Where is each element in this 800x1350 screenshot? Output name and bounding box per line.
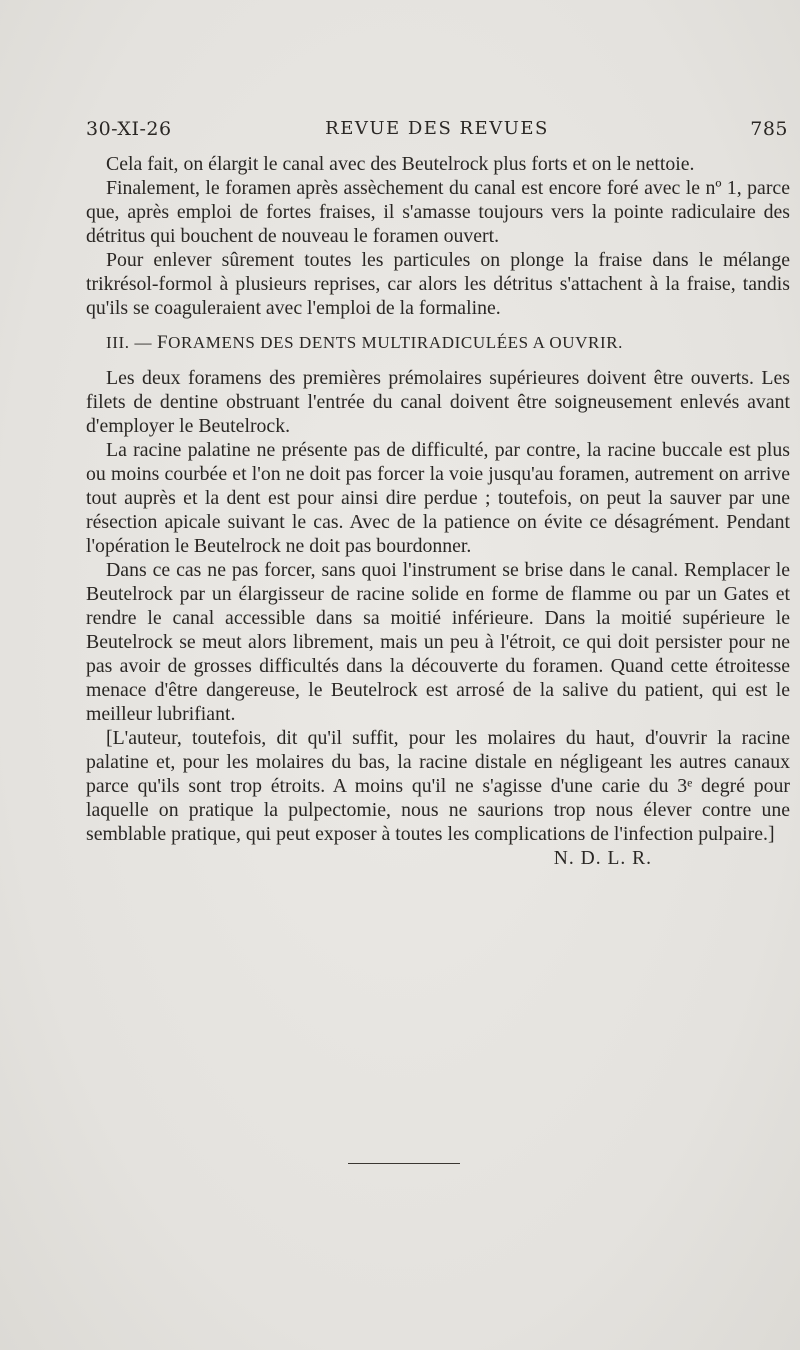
article-body xyxy=(86,152,790,871)
section-initial: F xyxy=(156,332,169,353)
paragraph: La racine palatine ne présente pas de difficulté, par contre, la racine buccale est plus ou moins courbée et l'on ne doit pas forcer la voie jusqu'au foramen, autrement on arrive tout auprès et la dent est pour ainsi dire perdue ; toutefois, on peut la sauver par une résection apicale suivant le cas. Avec de la patience on évite ce désagrément. Pendant l'opération le Beutelrock ne doit pas bourdonner. xyxy=(86,439,790,557)
editor-note: [L'auteur, toutefois, dit qu'il suffit, pour les molaires du haut, d'ouvrir la racine palatine et, pour les molaires du bas, la racine distale en négligeant les autres canaux parce qu'ils sont trop étroits. A moins qu'il ne s'agisse d'une carie du 3ᵉ degré pour laquelle on pratique la pulpectomie, nous ne saurions trop nous élever contre une semblable pratique, qui peut exposer à toutes les complications de l'infection pulpaire.] xyxy=(86,727,790,845)
paragraph: Pour enlever sûrement toutes les particules on plonge la fraise dans le mélange trikrésol-formol à plusieurs reprises, car alors les détritus s'attachent à la fraise, tandis qu'ils se coaguleraient avec l'emploi de la formaline. xyxy=(86,249,790,319)
end-rule xyxy=(348,1163,460,1164)
header-title: REVUE DES REVUES xyxy=(325,118,549,139)
paragraph: Cela fait, on élargit le canal avec des Beutelrock plus forts et on le nettoie. xyxy=(106,153,695,175)
section-title: ORAMENS DES DENTS MULTIRADICULÉES A OUVRIR. xyxy=(168,333,624,352)
section-number: III. — xyxy=(106,333,157,352)
paragraph: Finalement, le foramen après assèchement du canal est encore foré avec le nº 1, parce que, après emploi de fortes fraises, il s'amasse toujours vers la pointe radiculaire des détritus qui bouchent de nouveau le foramen ouvert. xyxy=(86,177,790,247)
paragraph: Les deux foramens des premières prémolaires supérieures doivent être ouverts. Les filets de dentine obstruant l'entrée du canal doivent être soigneusement enlevés avant d'employer le Beutelrock. xyxy=(86,367,790,437)
running-header xyxy=(86,118,788,144)
page-number: 785 xyxy=(750,118,788,140)
signature: N. D. L. R. xyxy=(553,848,652,869)
header-date: 30-XI-26 xyxy=(86,118,172,140)
paragraph: Dans ce cas ne pas forcer, sans quoi l'instrument se brise dans le canal. Remplacer le Beutelrock par un élargisseur de racine solide en forme de flamme ou par un Gates et rendre le canal accessible dans sa moitié inférieure. Dans la moitié supérieure le Beutelrock se meut alors librement, mais un peu à l'étroit, ce qui doit persister pour ne pas avoir de grosses difficultés dans la découverte du foramen. Quand cette étroitesse menace d'être dangereuse, le Beutelrock est arrosé de la salive du patient, qui est le meilleur lubrifiant. xyxy=(86,559,790,725)
section-heading xyxy=(86,327,790,359)
